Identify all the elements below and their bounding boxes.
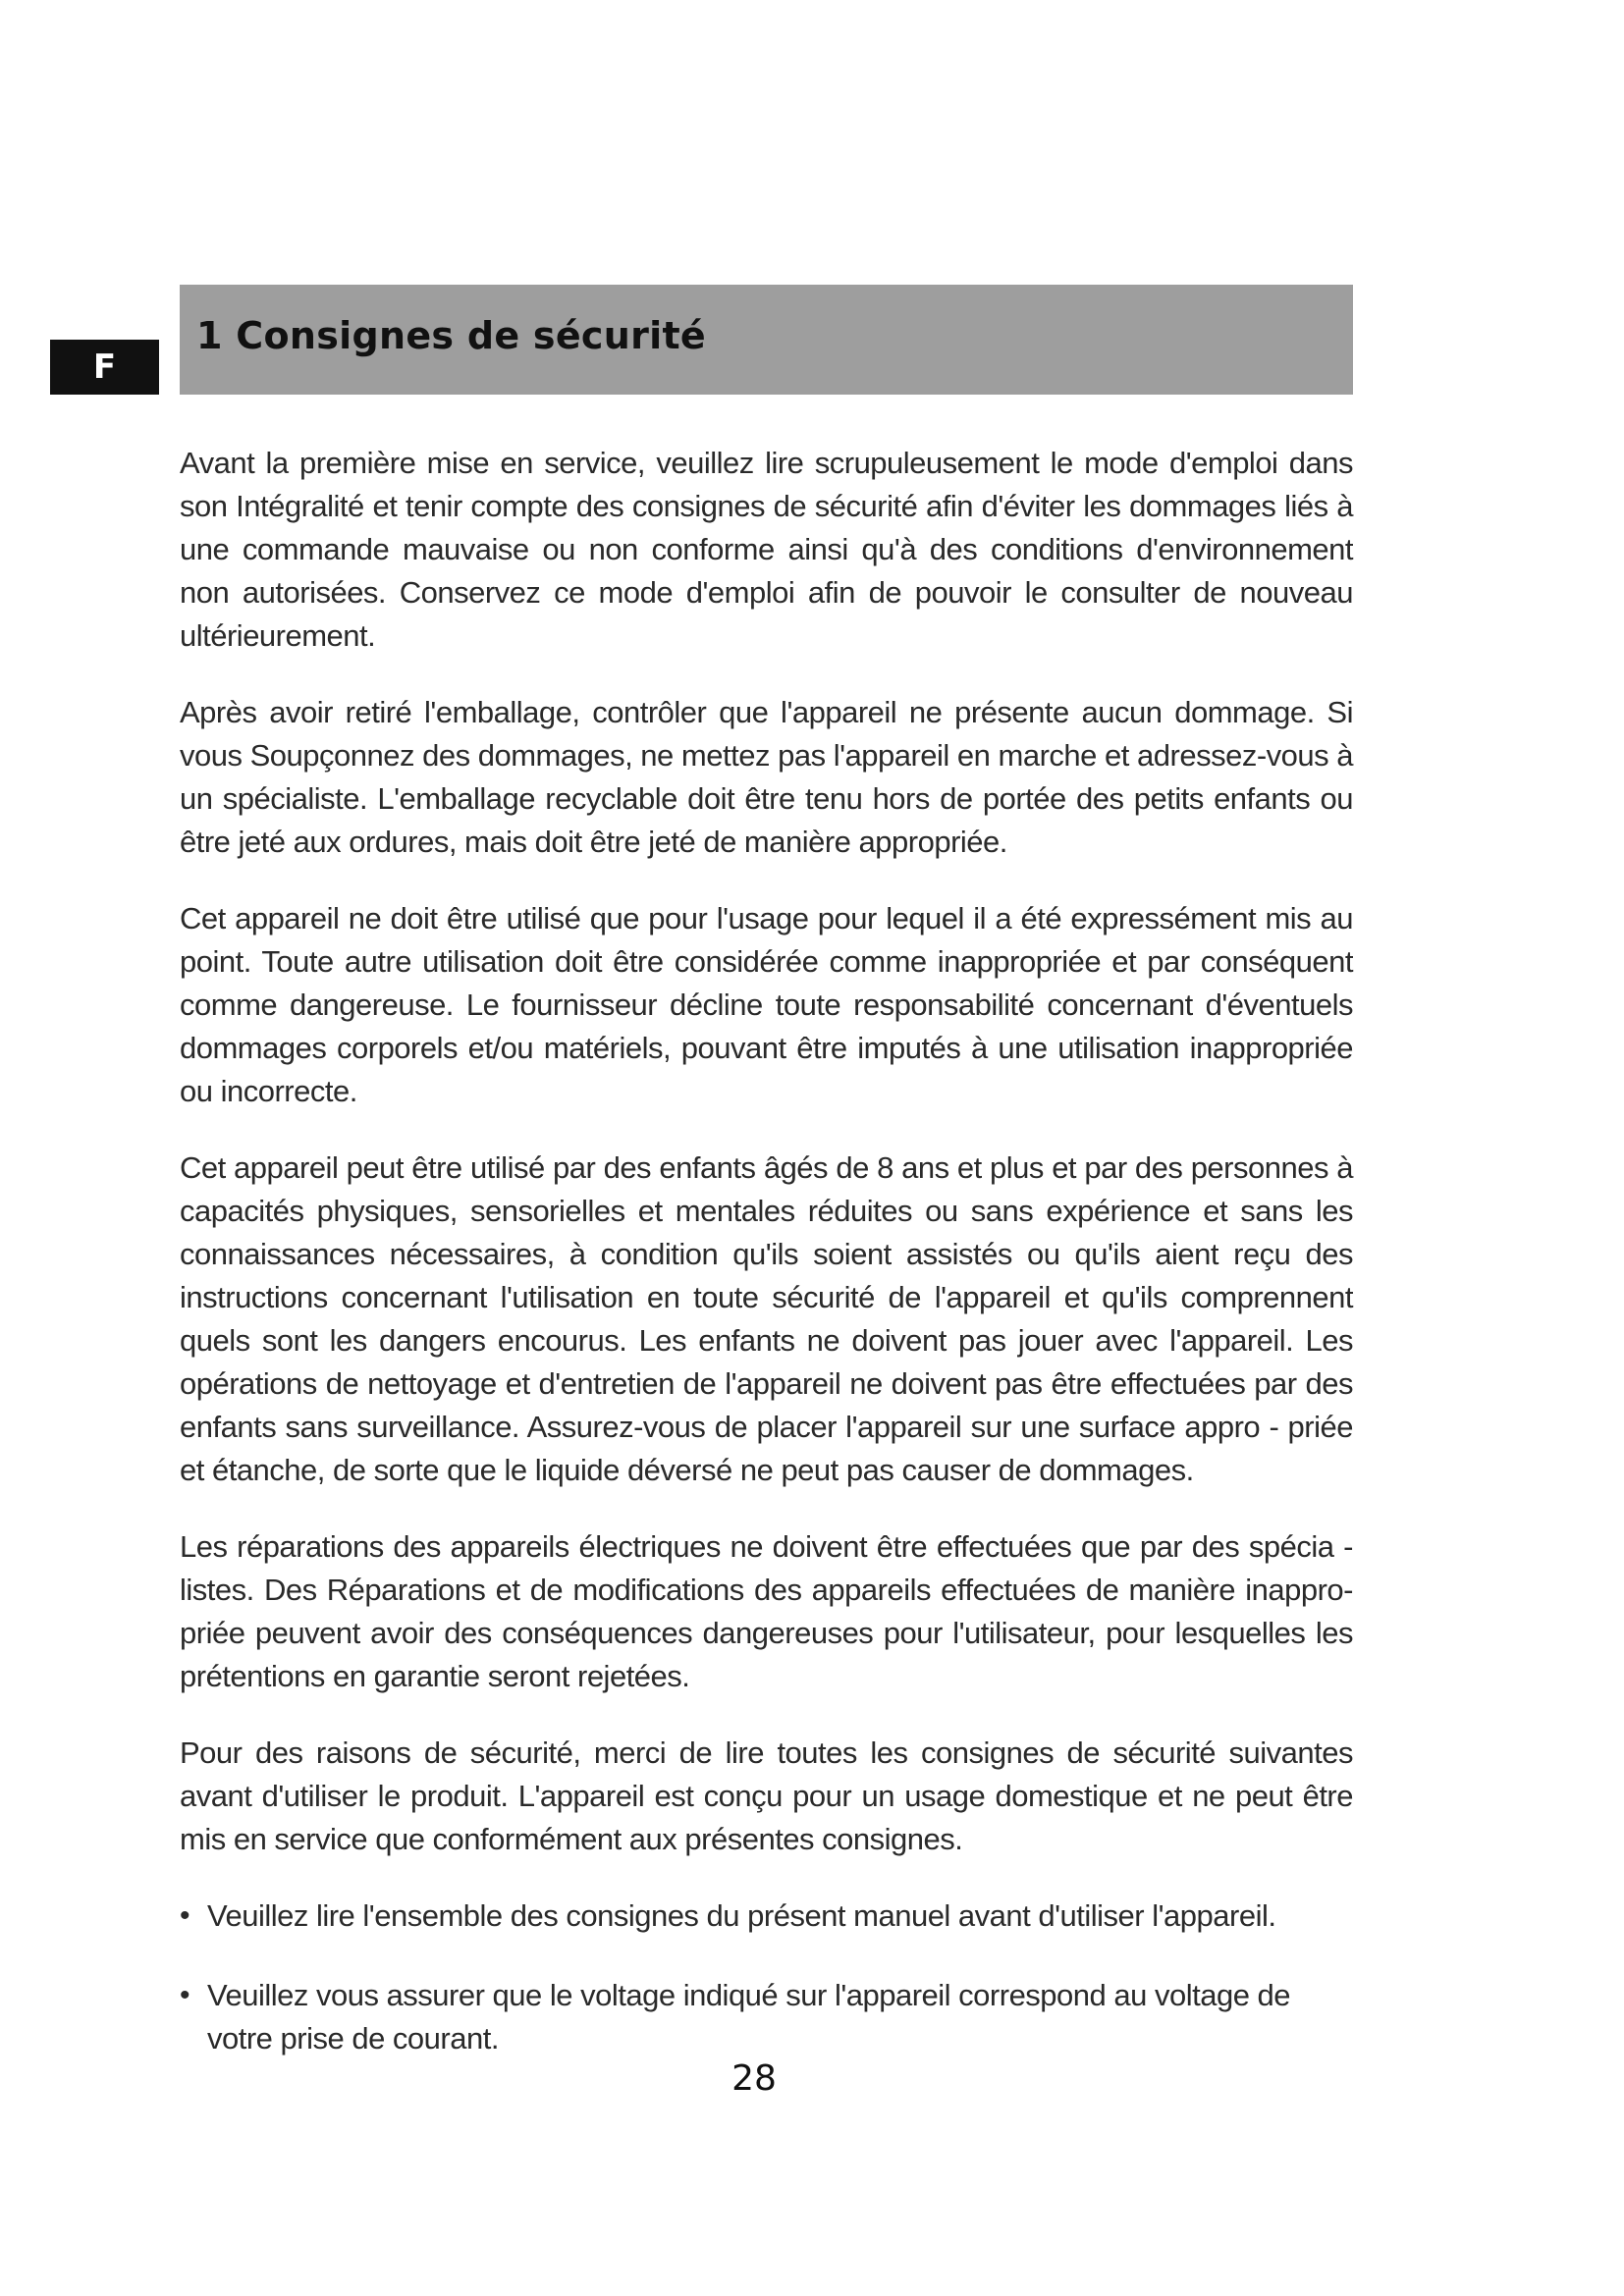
paragraph-unpacking: Après avoir retiré l'emballage, contrôler que l'appareil ne présente aucun dommage. Si vous Soupçonnez des dommages, ne mettez pas l'appareil en marche et adressez-vous à un spécialiste. L'emballage recyclable doit être tenu hors de portée des petits enfants ou être jeté aux ordures, mais doit être jeté de manière appropriée. <box>180 695 1353 859</box>
page-number: 28 <box>731 2058 777 2099</box>
bullet-text: Veuillez vous assurer que le voltage indiqué sur l'appareil correspond au voltage de votre prise de courant. <box>207 1978 1291 2056</box>
section-title: 1 Consignes de sécurité <box>196 314 707 357</box>
language-tab-label: F <box>92 347 117 387</box>
paragraph-intro: Avant la première mise en service, veuillez lire scrupuleusement le mode d'emploi dans son Intégralité et tenir compte des consignes de sécurité afin d'éviter les dommages liés à une commande mauvaise ou non conforme ainsi qu'à des conditions d'environnement non autorisées. Conservez ce mode d'emploi afin de pouvoir le consulter de nouveau ultérieurement. <box>180 446 1353 653</box>
paragraph-intended-use: Cet appareil ne doit être utilisé que pour l'usage pour lequel il a été expressément mis au point. Toute autre utilisation doit être considérée comme inappropriée et par conséquent comme dangereuse. Le fournisseur décline toute responsabilité concernant d'éventuels dommages corporels et/ou matériels, pouvant être imputés à une utilisation inappropriée ou incorrecte. <box>180 901 1353 1108</box>
bullet-symbol: • <box>180 1899 190 1932</box>
bullet-symbol: • <box>180 1979 190 2011</box>
bullet-item <box>180 1895 1353 1938</box>
safety-bullet-list <box>180 1895 1353 2060</box>
language-tab <box>50 340 159 395</box>
paragraph-repairs: Les réparations des appareils électriques ne doivent être effectuées que par des spécia - listes. Des Réparations et de modifications des appareils effectuées de manière inappro- priée peuvent avoir des conséquences dangereuses pour l'utilisateur, pour lesquelles les prétentions en garantie seront rejetées. <box>180 1529 1353 1693</box>
paragraph-children: Cet appareil peut être utilisé par des enfants âgés de 8 ans et plus et par des personnes à capacités physiques, sensorielles et mentales réduites ou sans expérience et sans les connaissances nécessaires, à condition qu'ils soient assistés ou qu'ils aient reçu des instructions concernant l'utilisation en toute sécurité de l'appareil et qu'ils comprennent quels sont les dangers encourus. Les enfants ne doivent pas jouer avec l'appareil. Les opérations de nettoyage et d'entretien de l'appareil ne doivent pas être effectuées par des enfants sans surveillance. Assurez-vous de placer l'appareil sur une surface appro - priée et étanche, de sorte que le liquide déversé ne peut pas causer de dommages. <box>180 1150 1353 1487</box>
bullet-item <box>180 1974 1353 2060</box>
paragraph-safety-reasons: Pour des raisons de sécurité, merci de lire toutes les consignes de sécurité suivantes avant d'utiliser le produit. L'appareil est conçu pour un usage domestique et ne peut être mis en service que conformément aux présentes consignes. <box>180 1735 1353 1856</box>
bullet-text: Veuillez lire l'ensemble des consignes du présent manuel avant d'utiliser l'appareil. <box>207 1898 1276 1933</box>
body-content <box>180 442 1353 2060</box>
section-header <box>180 285 1353 395</box>
